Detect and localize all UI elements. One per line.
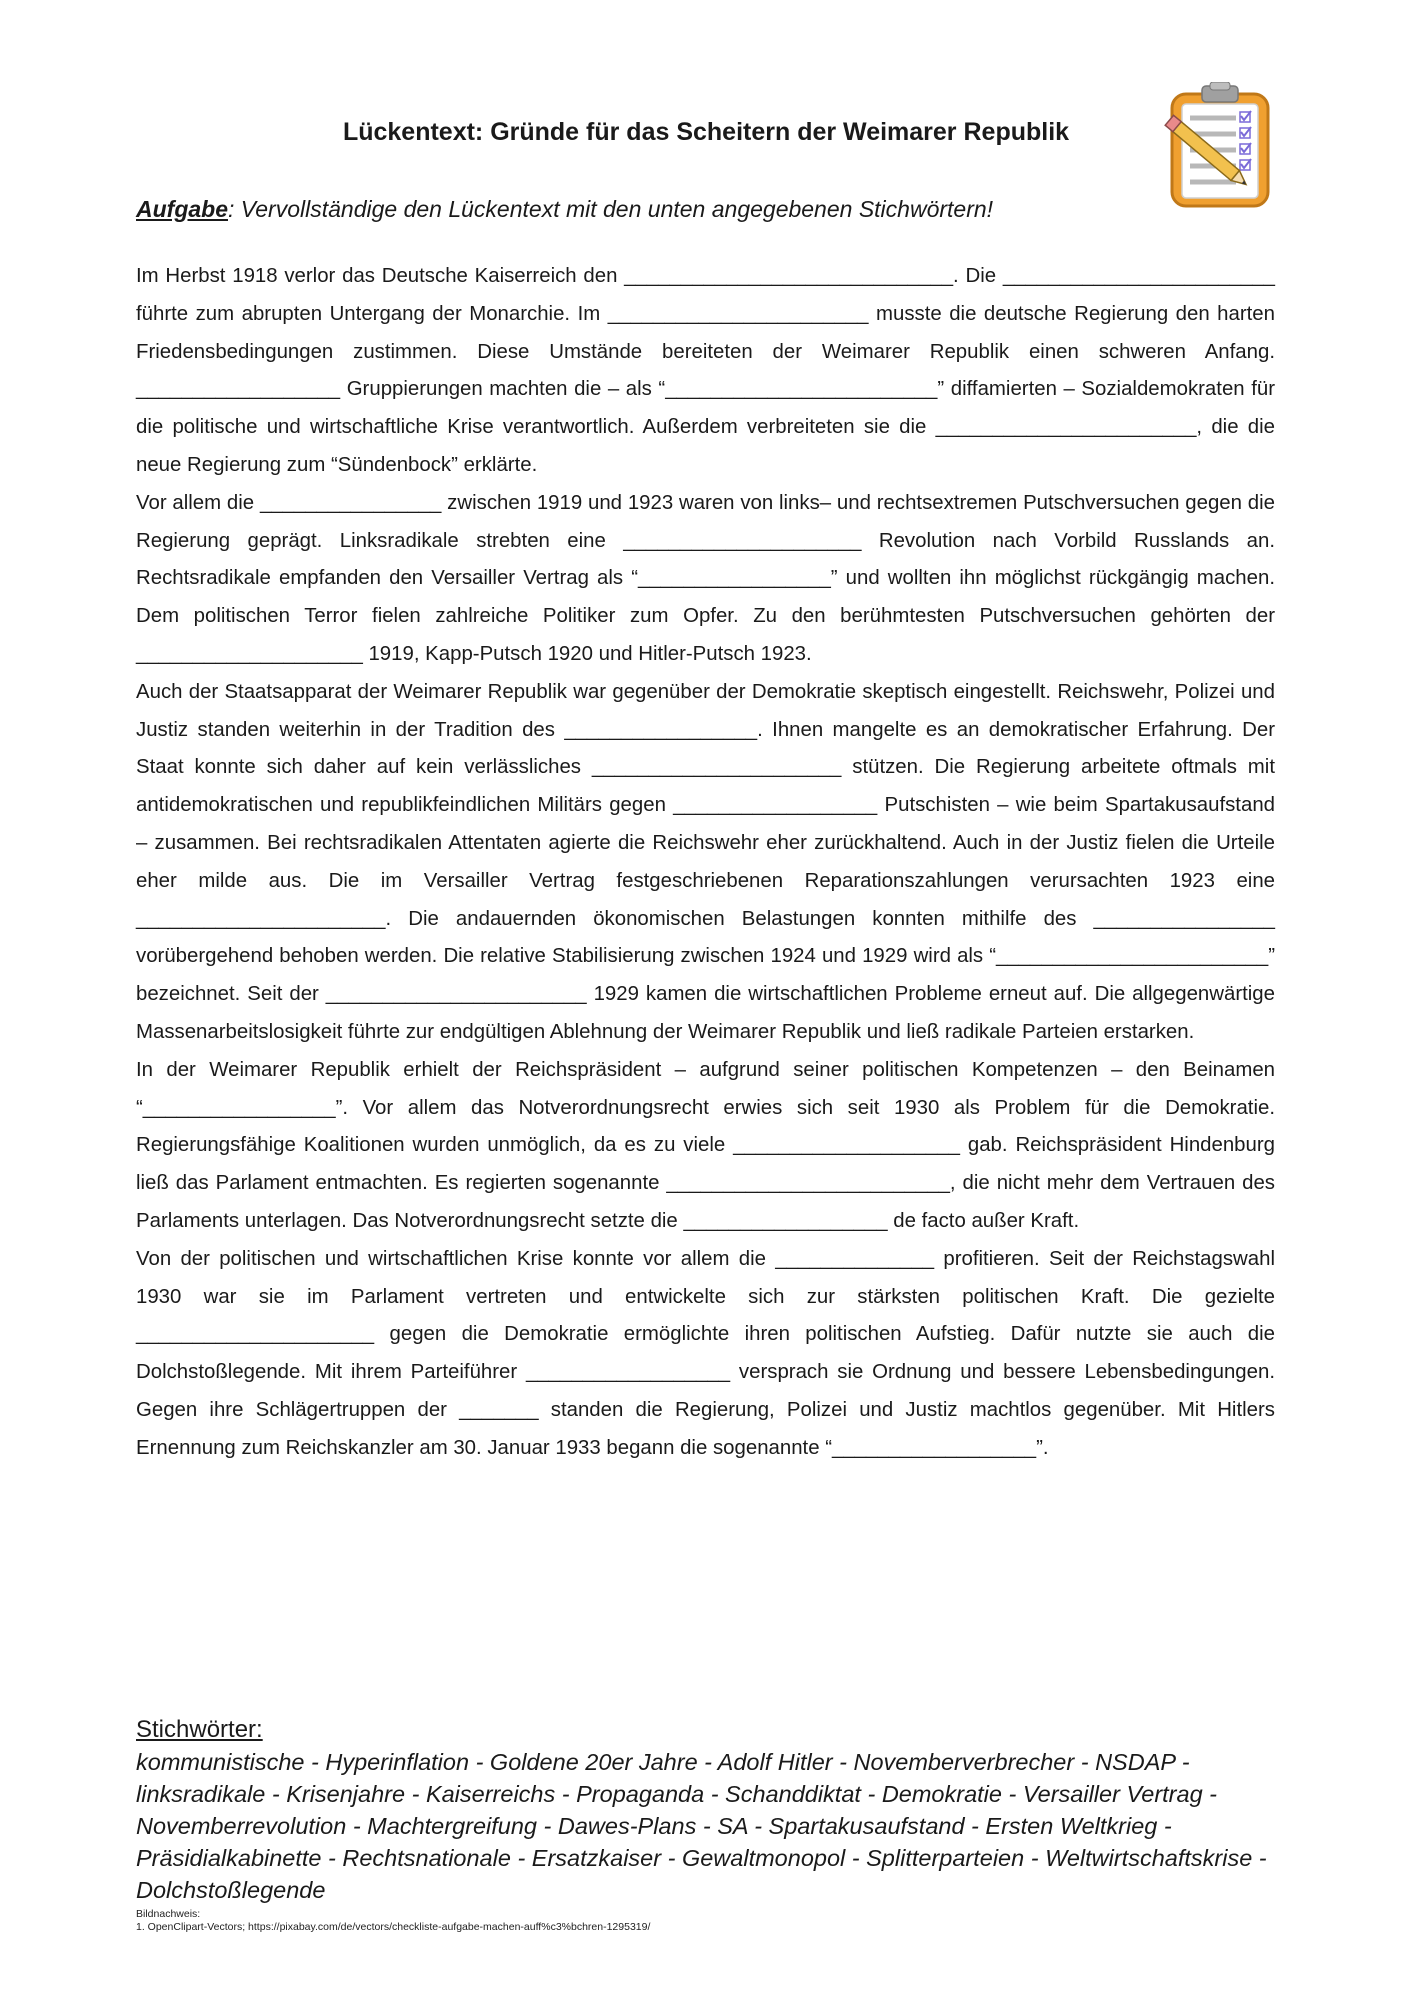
task-text: : Vervollständige den Lückentext mit den unten angegebenen Stichwörtern! [228,196,994,222]
paragraph-2: Vor allem die ________________ zwischen 1919 und 1923 waren von links– und rechtsextremen Putschversuchen gegen die Regierung geprägt. Linksradikale strebten eine _____________________ Revolution nach Vorbild Russlands an. Rechtsradikale empfanden den Versailler Vertrag als “_________________” und wollten ihn möglichst rückgängig machen. Dem politischen Terror fielen zahlreiche Politiker zum Opfer. Zu den berühmtesten Putschversuchen gehörten der ____________________ 1919, Kapp-Putsch 1920 und Hitler-Putsch 1923. [136,491,1275,665]
page-title: Lückentext: Gründe für das Scheitern der Weimarer Republik [342,118,1070,146]
credits-label: Bildnachweis: [136,1908,201,1920]
clipboard-checklist-pencil-icon [1158,82,1278,212]
image-credits [136,1908,650,1934]
keyword-heading: Stichwörter: [136,1716,263,1743]
task-label: Aufgabe [136,196,228,222]
task-instruction [136,196,993,223]
paragraph-5: Von der politischen und wirtschaftlichen Krise konnte vor allem die ______________ profitieren. Seit der Reichstagswahl 1930 war sie im Parlament vertreten und entwickelte sich zur stärksten politischen Kraft. Die gezielte _____________________ gegen die Demokratie ermöglichte ihren politischen Aufstieg. Dafür nutzte sie auch die Dolchstoßlegende. Mit ihrem Parteiführer __________________ versprach sie Ordnung und bessere Lebensbedingungen. Gegen ihre Schlägertruppen der _______ standen die Regierung, Polizei und Justiz machtlos gegenüber. Mit Hitlers Ernennung zum Reichskanzler am 30. Januar 1933 begann die sogenannte “__________________”. [136,1247,1275,1459]
keyword-section [136,1716,1296,1906]
keyword-list: kommunistische - Hyperinflation - Goldene 20er Jahre - Adolf Hitler - Novemberverbrecher - NSDAP - linksradikale - Krisenjahre - Kaiserreichs - Propaganda - Schanddiktat - Demokratie - Versailler Vertrag - Novemberrevolution - Machtergreifung - Dawes-Plans - SA - Spartakusaufstand - Ersten Weltkrieg - Präsidialkabinette - Rechtsnationale - Ersatzkaiser - Gewaltmonopol - Splitterparteien - Weltwirtschaftskrise - Dolchstoßlegende [136,1749,1267,1903]
cloze-text [136,258,1275,1468]
paragraph-4: In der Weimarer Republik erhielt der Reichspräsident – aufgrund seiner politischen Kompetenzen – den Beinamen “_________________”. Vor allem das Notverordnungsrecht erwies sich seit 1930 als Problem für die Demokratie. Regierungsfähige Koalitionen wurden unmöglich, da es zu viele ____________________ gab. Reichspräsident Hindenburg ließ das Parlament entmachten. Es regierten sogenannte _________________________, die nicht mehr dem Vertrauen des Parlaments unterlagen. Das Notverordnungsrecht setzte die __________________ de facto außer Kraft. [136,1058,1275,1232]
credits-line: 1. OpenClipart-Vectors; https://pixabay.com/de/vectors/checkliste-aufgabe-machen-auff%c3%bchren-1295319/ [136,1921,651,1933]
paragraph-3: Auch der Staatsapparat der Weimarer Republik war gegenüber der Demokratie skeptisch eingestellt. Reichswehr, Polizei und Justiz standen weiterhin in der Tradition des _________________. Ihnen mangelte es an demokratischer Erfahrung. Der Staat konnte sich daher auf kein verlässliches ______________________ stützen. Die Regierung arbeitete oftmals mit antidemokratischen und republikfeindlichen Militärs gegen __________________ Putschisten – wie beim Spartakusaufstand – zusammen. Bei rechtsradikalen Attentaten agierte die Reichswehr eher zurückhaltend. Auch in der Justiz fielen die Urteile eher milde aus. Die im Versailler Vertrag festgeschriebenen Reparationszahlungen verursachten 1923 eine ______________________. Die andauernden ökonomischen Belastungen konnten mithilfe des ________________ vorübergehend behoben werden. Die relative Stabilisierung zwischen 1924 und 1929 wird als “________________________” bezeichnet. Seit der _______________________ 1929 kamen die wirtschaftlichen Probleme erneut auf. Die allgegenwärtige Massenarbeitslosigkeit führte zur endgültigen Ablehnung der Weimarer Republik und ließ radikale Parteien erstarken. [136,680,1275,1043]
paragraph-1: Im Herbst 1918 verlor das Deutsche Kaiserreich den _____________________________. Die ________________________ führte zum abrupten Untergang der Monarchie. Im _______________________ musste die deutsche Regierung den harten Friedensbedingungen zustimmen. Diese Umstände bereiteten der Weimarer Republik einen schweren Anfang. __________________ Gruppierungen machten die – als “________________________” diffamierten – Sozialdemokraten für die politische und wirtschaftliche Krise verantwortlich. Außerdem verbreiteten sie die _______________________, die die neue Regierung zum “Sündenbock” erklärte. [136,265,1275,476]
